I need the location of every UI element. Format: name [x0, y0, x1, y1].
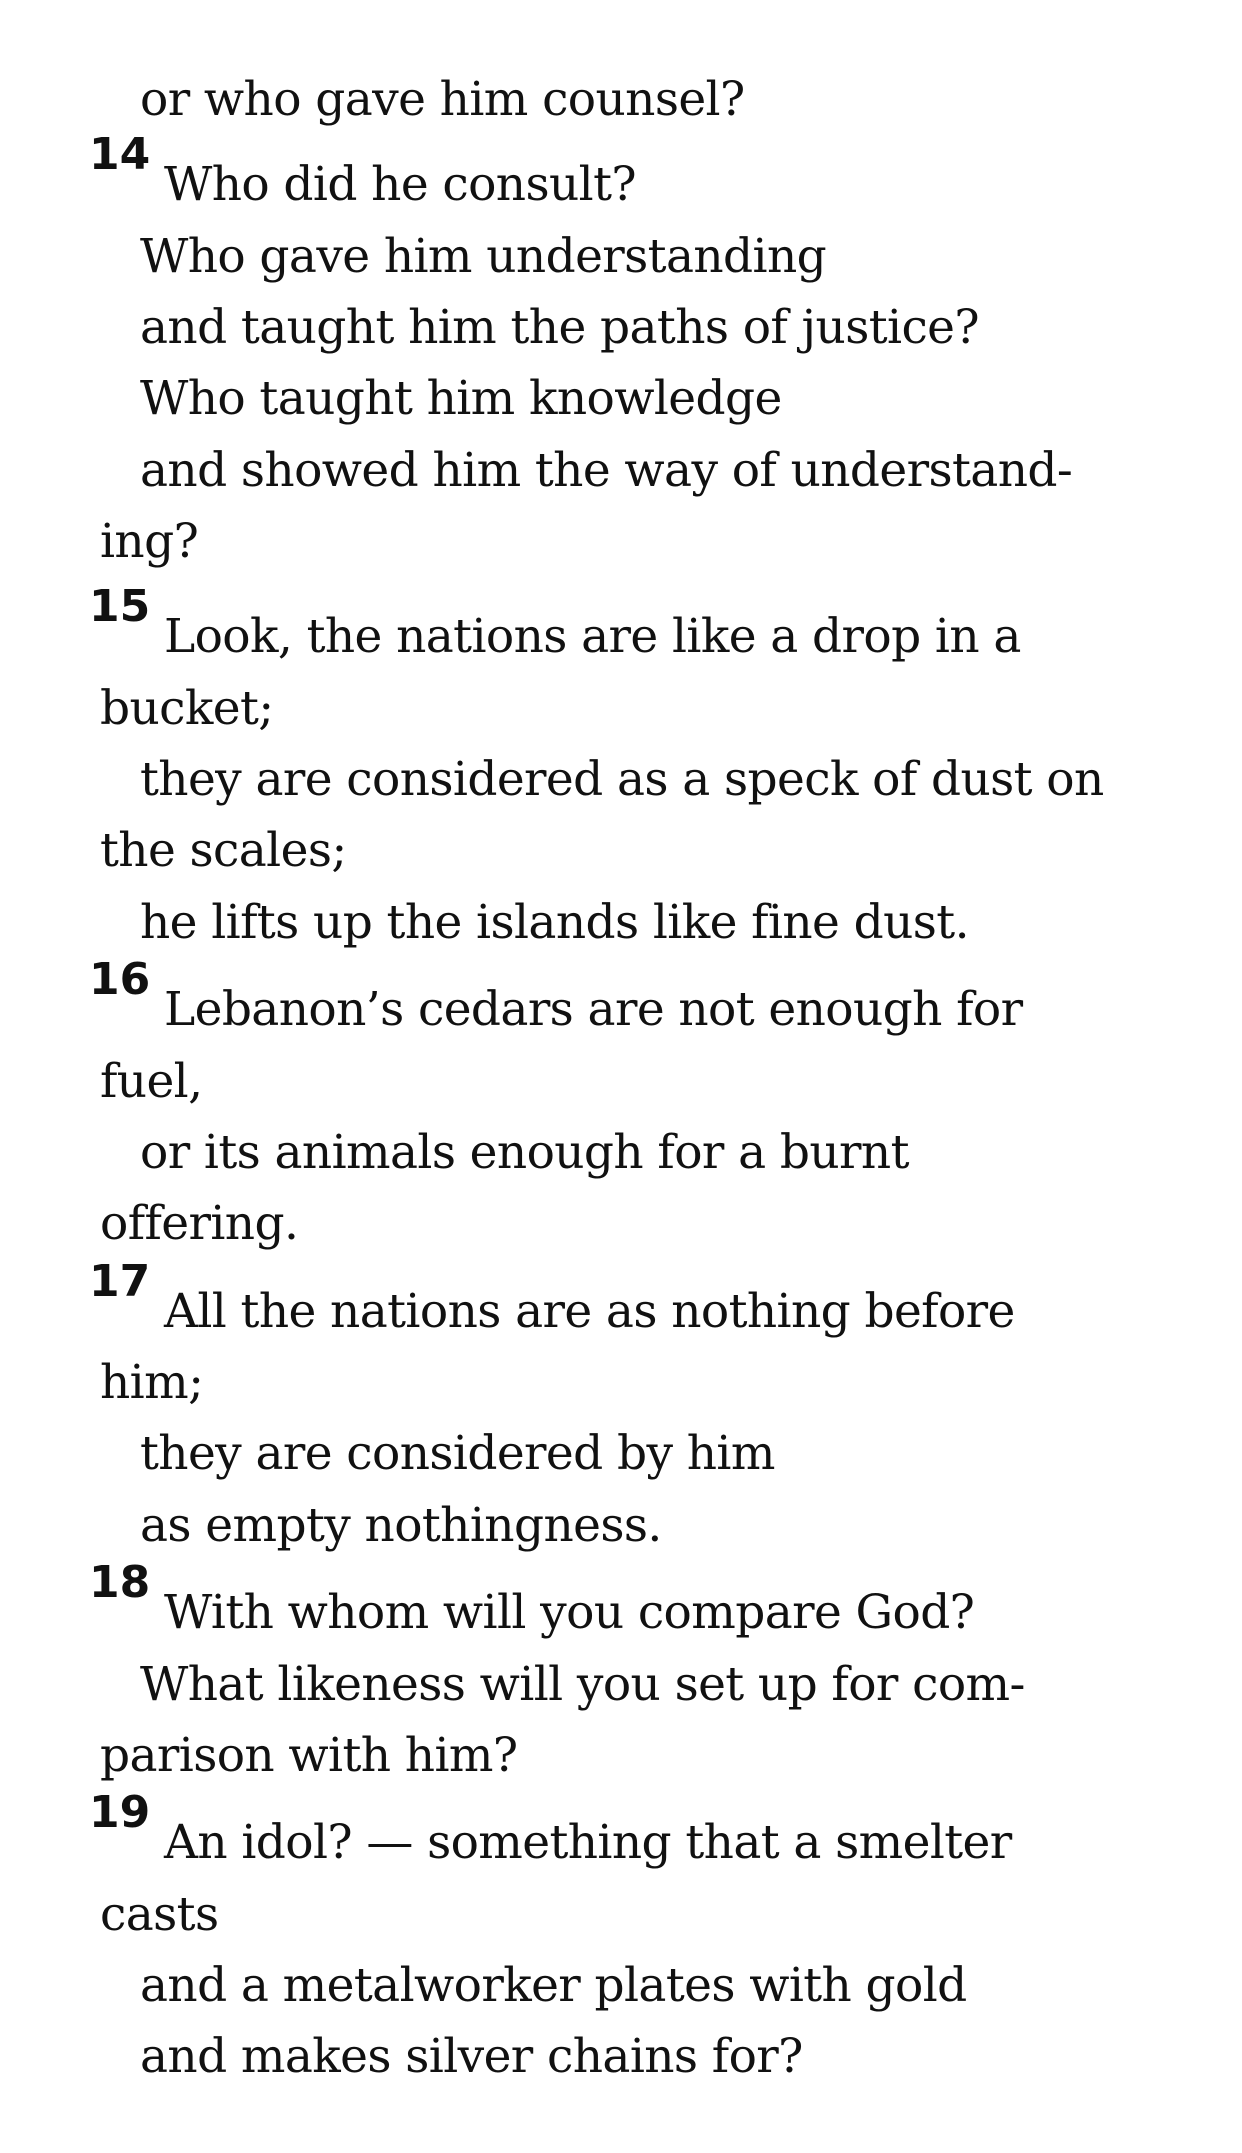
verse-number: 16	[89, 954, 151, 1005]
text-line: ing?	[100, 514, 199, 569]
text-line: fuel,	[100, 1054, 203, 1109]
text-line: Who did he consult?	[164, 157, 636, 212]
text-line: they are considered by him	[140, 1426, 775, 1481]
text-line: and taught him the paths of justice?	[140, 300, 979, 355]
text-line: the scales;	[100, 823, 347, 878]
text-line: as empty nothingness.	[140, 1498, 662, 1553]
text-line: With whom will you compare God?	[164, 1585, 975, 1640]
text-line: him;	[100, 1355, 204, 1410]
text-line: Who gave him understanding	[140, 229, 827, 284]
text-line: they are considered as a speck of dust on	[140, 752, 1104, 807]
text-line: or who gave him counsel?	[140, 72, 745, 127]
verse-number: 14	[89, 129, 151, 180]
text-line: and showed him the way of understand-	[140, 443, 1073, 498]
text-line: parison with him?	[100, 1728, 518, 1783]
text-line: he lifts up the islands like fine dust.	[140, 895, 969, 950]
text-line: offering.	[100, 1196, 299, 1251]
text-line: An idol? — something that a smelter	[164, 1815, 1012, 1870]
text-line: bucket;	[100, 681, 274, 736]
text-line: and a metalworker plates with gold	[140, 1958, 967, 2013]
verse-number: 18	[89, 1557, 151, 1608]
text-line: What likeness will you set up for com-	[140, 1657, 1025, 1712]
text-line: Who taught him knowledge	[140, 371, 782, 426]
verse-number: 17	[89, 1256, 151, 1307]
text-line: casts	[100, 1887, 219, 1942]
text-line: Lebanon’s cedars are not enough for	[164, 982, 1023, 1037]
text-line: and makes silver chains for?	[140, 2029, 803, 2084]
text-line: Look, the nations are like a drop in a	[164, 609, 1021, 664]
text-line: All the nations are as nothing before	[164, 1284, 1015, 1339]
verse-number: 19	[89, 1787, 151, 1838]
verse-number: 15	[89, 581, 151, 632]
text-line: or its animals enough for a burnt	[140, 1125, 909, 1180]
